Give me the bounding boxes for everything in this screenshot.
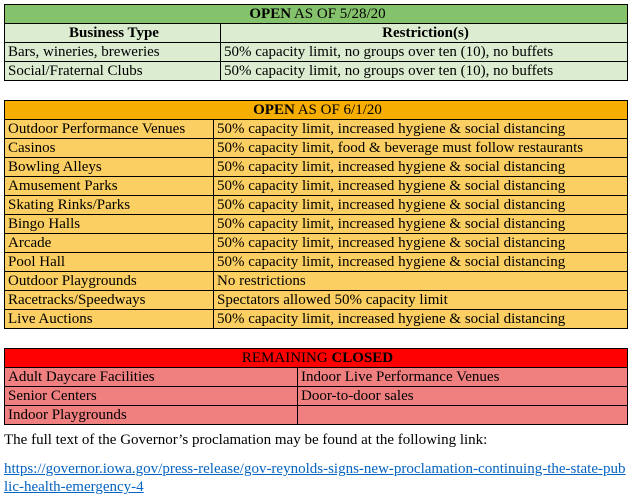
table-row xyxy=(5,177,628,196)
remaining-closed-table xyxy=(4,348,628,425)
table-row xyxy=(5,120,628,139)
table-row xyxy=(5,310,628,329)
restriction-cell: Spectators allowed 50% capacity limit xyxy=(214,291,628,310)
restriction-cell: 50% capacity limit, no groups over ten (10), no buffets xyxy=(221,43,628,62)
title-remaining: REMAINING xyxy=(241,350,332,366)
business-type-cell: Live Auctions xyxy=(5,310,214,329)
header-restrictions: Restriction(s) xyxy=(221,24,628,43)
closed-business-cell: Senior Centers xyxy=(5,387,298,406)
table-row xyxy=(5,43,628,62)
table-row xyxy=(5,291,628,310)
open-5-28-title xyxy=(5,5,628,24)
table-row xyxy=(5,368,628,387)
open-5-28-table xyxy=(4,4,628,81)
restriction-cell: No restrictions xyxy=(214,272,628,291)
restriction-cell: 50% capacity limit, increased hygiene & social distancing xyxy=(214,215,628,234)
business-type-cell: Outdoor Playgrounds xyxy=(5,272,214,291)
restriction-cell: 50% capacity limit, increased hygiene & social distancing xyxy=(214,253,628,272)
closed-business-cell: Indoor Live Performance Venues xyxy=(298,368,628,387)
business-type-cell: Pool Hall xyxy=(5,253,214,272)
business-type-cell: Bars, wineries, breweries xyxy=(5,43,221,62)
title-open-word: OPEN xyxy=(253,102,295,118)
closed-business-cell: Door-to-door sales xyxy=(298,387,628,406)
business-type-cell: Bowling Alleys xyxy=(5,158,214,177)
restriction-cell: 50% capacity limit, food & beverage must follow restaurants xyxy=(214,139,628,158)
business-type-cell: Outdoor Performance Venues xyxy=(5,120,214,139)
proclamation-note: The full text of the Governor’s proclamation may be found at the following link: xyxy=(4,432,488,448)
restriction-cell: 50% capacity limit, no groups over ten (10), no buffets xyxy=(221,62,628,81)
open-6-1-title xyxy=(5,101,628,120)
title-closed-word: CLOSED xyxy=(331,350,394,366)
title-open-word: OPEN xyxy=(249,6,292,22)
restriction-cell: 50% capacity limit, increased hygiene & social distancing xyxy=(214,310,628,329)
table-row xyxy=(5,215,628,234)
header-business-type: Business Type xyxy=(5,24,221,43)
table-row xyxy=(5,158,628,177)
open-6-1-table xyxy=(4,100,628,329)
closed-business-cell: Adult Daycare Facilities xyxy=(5,368,298,387)
closed-business-cell: Indoor Playgrounds xyxy=(5,406,298,425)
table-row xyxy=(5,196,628,215)
business-type-cell: Arcade xyxy=(5,234,214,253)
restriction-cell: 50% capacity limit, increased hygiene & social distancing xyxy=(214,158,628,177)
business-type-cell: Social/Fraternal Clubs xyxy=(5,62,221,81)
table-row xyxy=(5,387,628,406)
restriction-cell: 50% capacity limit, increased hygiene & social distancing xyxy=(214,177,628,196)
business-type-cell: Casinos xyxy=(5,139,214,158)
table-row xyxy=(5,62,628,81)
restriction-cell: 50% capacity limit, increased hygiene & social distancing xyxy=(214,234,628,253)
business-type-cell: Skating Rinks/Parks xyxy=(5,196,214,215)
closed-business-cell xyxy=(298,406,628,425)
business-type-cell: Amusement Parks xyxy=(5,177,214,196)
table-row xyxy=(5,234,628,253)
table-row xyxy=(5,139,628,158)
proclamation-link[interactable]: https://governor.iowa.gov/press-release/gov-reynolds-signs-new-proclamation-continuing-the-state-public-health-emergency-4 xyxy=(4,461,626,495)
title-date: AS OF 6/1/20 xyxy=(294,102,382,118)
table-row xyxy=(5,253,628,272)
remaining-closed-title xyxy=(5,349,628,368)
restriction-cell: 50% capacity limit, increased hygiene & social distancing xyxy=(214,120,628,139)
restriction-cell: 50% capacity limit, increased hygiene & social distancing xyxy=(214,196,628,215)
title-date: AS OF 5/28/20 xyxy=(291,6,386,22)
business-type-cell: Racetracks/Speedways xyxy=(5,291,214,310)
business-type-cell: Bingo Halls xyxy=(5,215,214,234)
table-row xyxy=(5,272,628,291)
table-row xyxy=(5,406,628,425)
